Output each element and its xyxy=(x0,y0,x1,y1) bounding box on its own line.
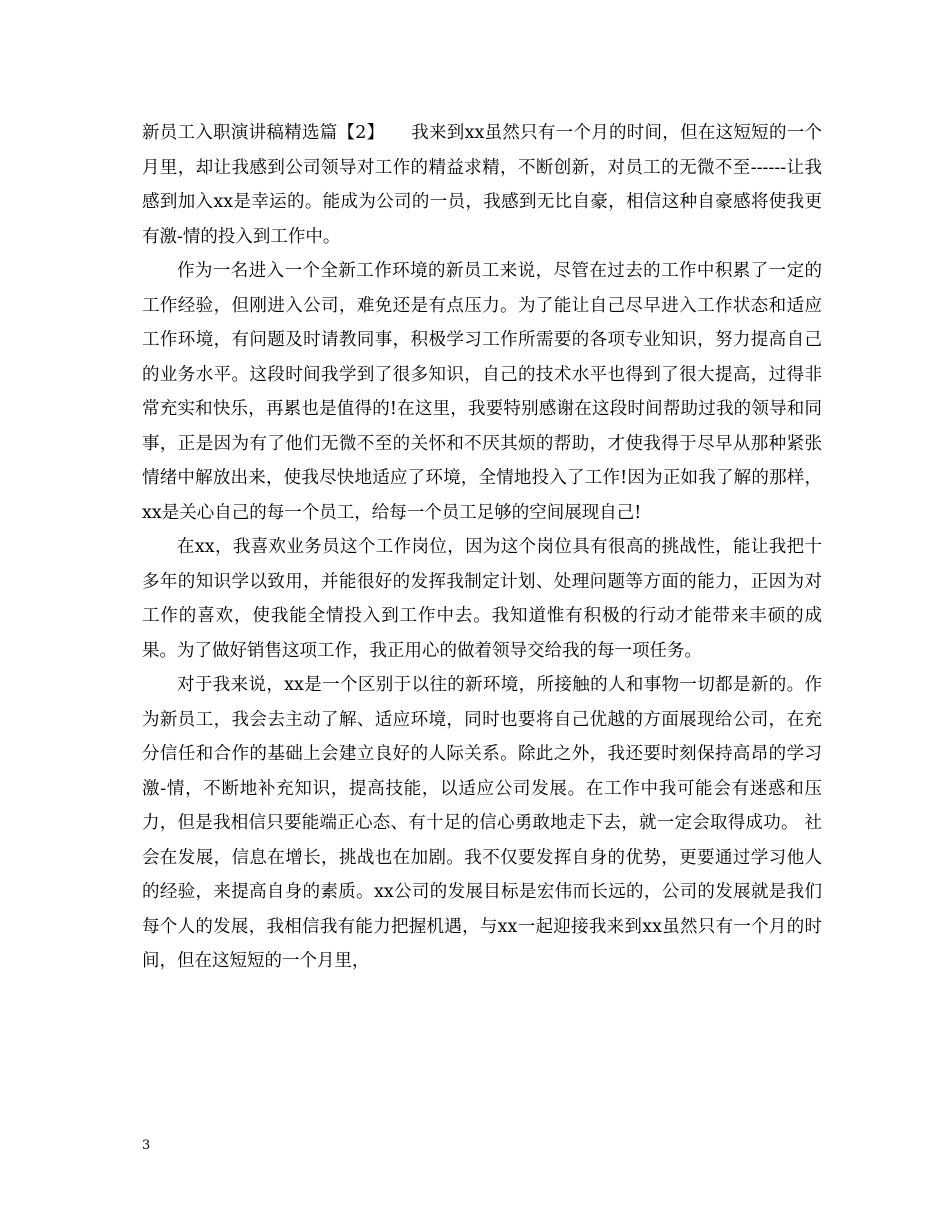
paragraph-adapting: 作为一名进入一个全新工作环境的新员工来说，尽管在过去的工作中积累了一定的工作经验，但刚进入公司，难免还是有点压力。为了能让自己尽早进入工作状态和适应工作环境，有问题及时请教同事，积极学习工作所需要的各项专业知识，努力提高自己的业务水平。这段时间我学到了很多知识，自己的技术水平也得到了很大提高，过得非常充实和快乐，再累也是值得的!在这里，我要特别感谢在这段时间帮助过我的领导和同事，正是因为有了他们无微不至的关怀和不厌其烦的帮助，才使我得于尽早从那种紧张情绪中解放出来，使我尽快地适应了环境，全情地投入了工作!因为正如我了解的那样，xx是关心自己的每一个员工，给每一个员工足够的空间展现自己! xyxy=(142,261,822,523)
body-text xyxy=(142,116,822,979)
paragraph-new-environment: 对于我来说，xx是一个区别于以往的新环境，所接触的人和事物一切都是新的。作为新员工，我会去主动了解、适应环境，同时也要将自己优越的方面展现给公司，在充分信任和合作的基础上会建立良好的人际关系。除此之外，我还要时刻保持高昂的学习激-情，不断地补充知识，提高技能，以适应公司发展。在工作中我可能会有迷惑和压力，但是我相信只要能端正心态、有十足的信心勇敢地走下去，就一定会取得成功。 社会在发展，信息在增长，挑战也在加剧。我不仅要发挥自身的优势，更要通过学习他人的经验，来提高自身的素质。xx公司的发展目标是宏伟而长远的，公司的发展就是我们每个人的发展，我相信我有能力把握机遇，与xx一起迎接我来到xx虽然只有一个月的时间，但在这短短的一个月里， xyxy=(142,675,822,971)
page-number: 3 xyxy=(142,1138,151,1153)
paragraph-job-role: 在xx，我喜欢业务员这个工作岗位，因为这个岗位具有很高的挑战性，能让我把十多年的知识学以致用，并能很好的发挥我制定计划、处理问题等方面的能力，正因为对工作的喜欢，使我能全情投入到工作中去。我知道惟有积极的行动才能带来丰硕的成果。为了做好销售这项工作，我正用心的做着领导交给我的每一项任务。 xyxy=(142,537,822,661)
paragraph-intro: 新员工入职演讲稿精选篇【2】 我来到xx虽然只有一个月的时间，但在这短短的一个月里，却让我感到公司领导对工作的精益求精，不断创新，对员工的无微不至------让我感到加入xx是幸运的。能成为公司的一员，我感到无比自豪，相信这种自豪感将使我更有激-情的投入到工作中。 xyxy=(142,123,822,247)
